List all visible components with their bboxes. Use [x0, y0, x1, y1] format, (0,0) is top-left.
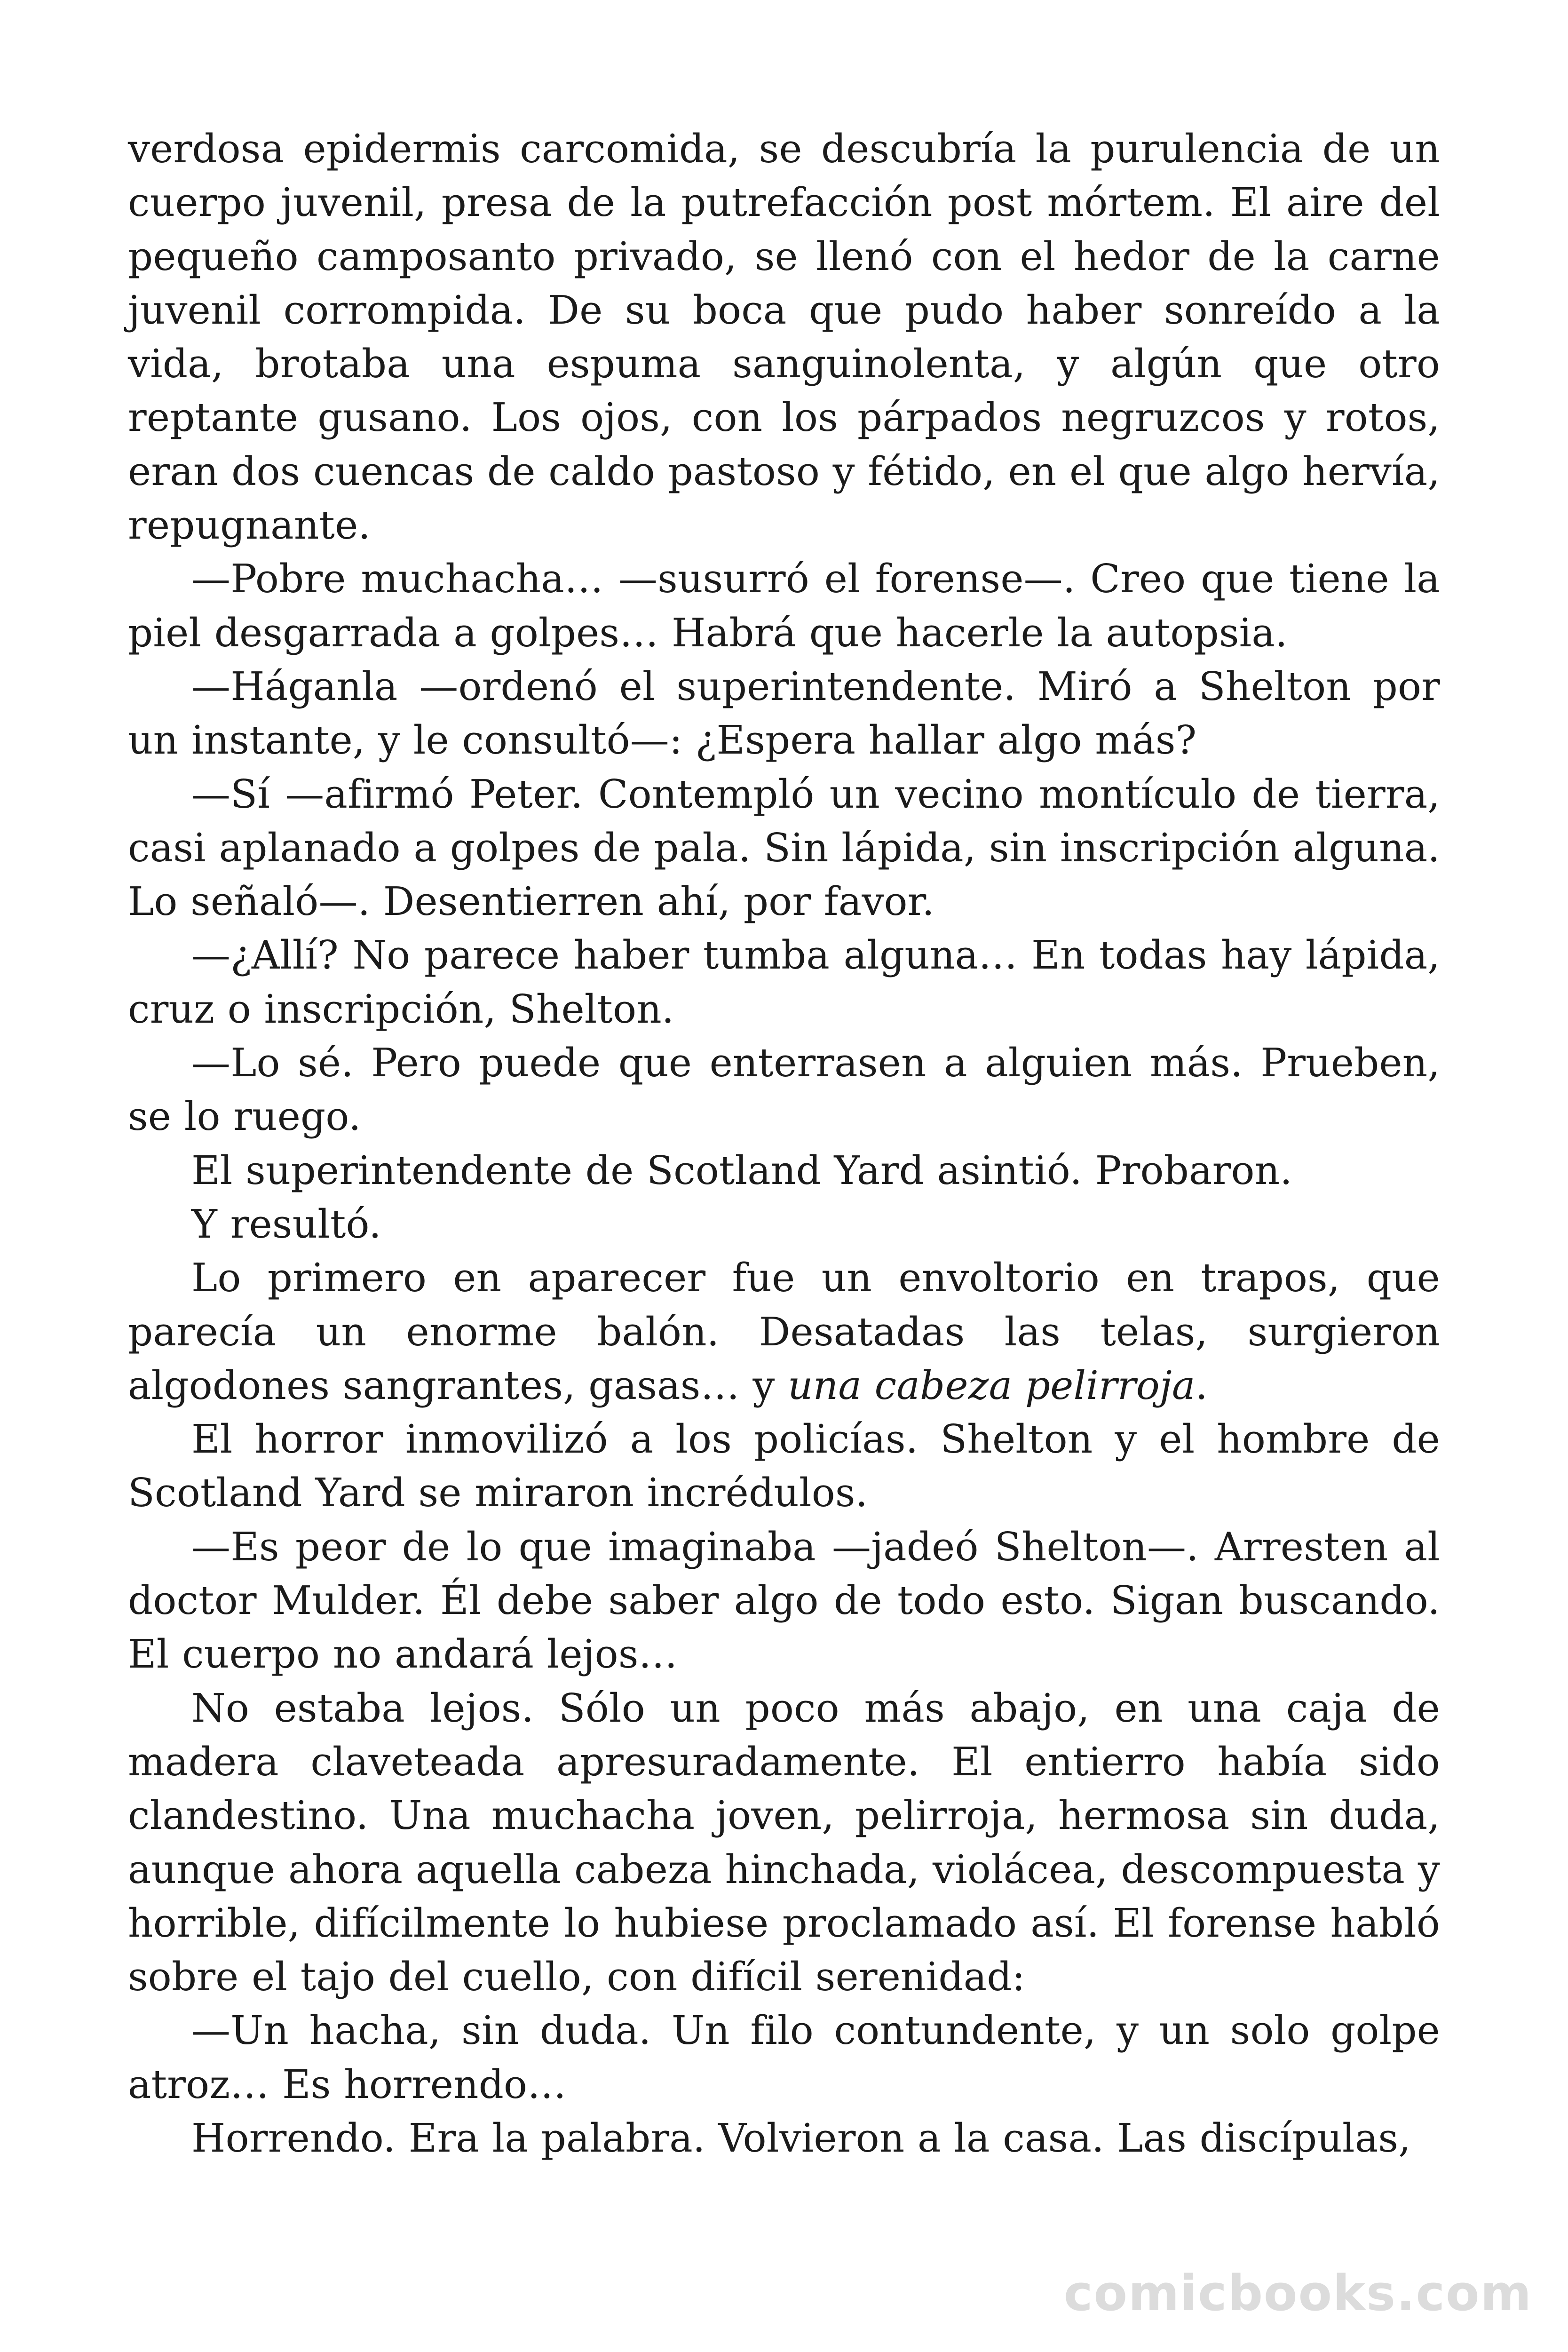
- page-body: [128, 122, 1440, 2165]
- paragraph-12: No estaba lejos. Sólo un poco más abajo, en una caja de madera claveteada apresuradamente. El entierro había sido clandestino. Una muchacha joven, pelirroja, hermosa sin duda, aunque ahora aquella cabeza hinchada, violácea, descompuesta y horrible, difícilmente lo hubiese proclamado así. El forense habló sobre el tajo del cuello, con difícil serenidad:: [128, 1685, 1440, 2000]
- watermark: comicbooks.com: [1063, 2265, 1532, 2322]
- paragraph-11: —Es peor de lo que imaginaba —jadeó Shelton—. Arresten al doctor Mulder. Él debe saber algo de todo esto. Sigan buscando. El cuerpo no andará lejos…: [128, 1524, 1440, 1677]
- paragraph-9: [128, 1251, 1440, 1413]
- paragraph-10: El horror inmovilizó a los policías. Shelton y el hombre de Scotland Yard se miraron incrédulos.: [128, 1416, 1440, 1516]
- paragraph-13: —Un hacha, sin duda. Un filo contundente, y un solo golpe atroz… Es horrendo…: [128, 2008, 1440, 2107]
- paragraph-9-text: Lo primero en aparecer fue un envoltorio en trapos, que parecía un enorme balón. Desatadas las telas, surgieron algodones sangrantes, gasas… y: [128, 1255, 1440, 1408]
- paragraph-4: —Sí —afirmó Peter. Contempló un vecino montículo de tierra, casi aplanado a golpes de pala. Sin lápida, sin inscripción alguna. Lo señaló—. Desentierren ahí, por favor.: [128, 771, 1440, 925]
- paragraph-7: El superintendente de Scotland Yard asintió. Probaron.: [191, 1147, 1292, 1193]
- paragraph-9-tail: .: [1195, 1362, 1208, 1408]
- paragraph-1: verdosa epidermis carcomida, se descubría la purulencia de un cuerpo juvenil, presa de la putrefacción post mórtem. El aire del pequeño camposanto privado, se llenó con el hedor de la carne juvenil corrompida. De su boca que pudo haber sonreído a la vida, brotaba una espuma sanguinolenta, y algún que otro reptante gusano. Los ojos, con los párpados negruzcos y rotos, eran dos cuencas de caldo pastoso y fétido, en el que algo hervía, repugnante.: [128, 126, 1441, 548]
- paragraph-2: —Pobre muchacha… —susurró el forense—. Creo que tiene la piel desgarrada a golpes… Habrá que hacerle la autopsia.: [128, 556, 1440, 656]
- paragraph-9-italic: una cabeza pelirroja: [788, 1362, 1196, 1408]
- paragraph-6: —Lo sé. Pero puede que enterrasen a alguien más. Prueben, se lo ruego.: [128, 1040, 1440, 1140]
- paragraph-3: —Háganla —ordenó el superintendente. Miró a Shelton por un instante, y le consultó—: ¿Espera hallar algo más?: [128, 663, 1440, 763]
- paragraph-14: Horrendo. Era la palabra. Volvieron a la casa. Las discípulas,: [191, 2115, 1411, 2161]
- paragraph-5: —¿Allí? No parece haber tumba alguna… En todas hay lápida, cruz o inscripción, Shelton.: [128, 932, 1440, 1032]
- paragraph-8: Y resultó.: [191, 1201, 381, 1247]
